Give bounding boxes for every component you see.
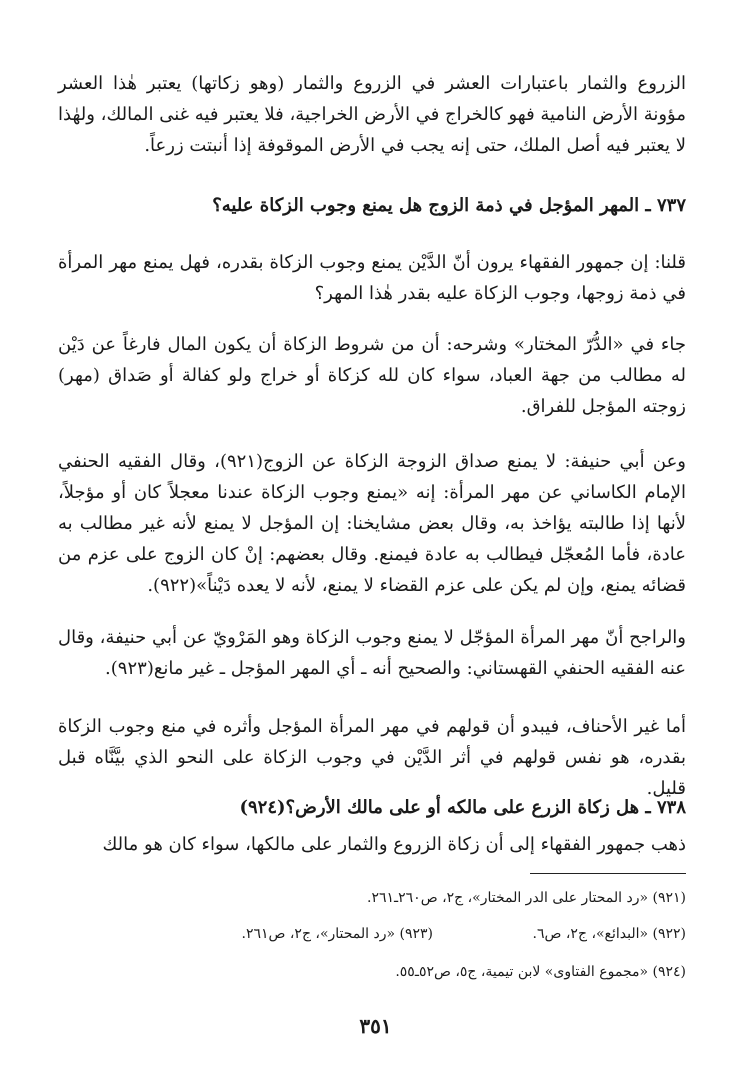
section-heading-737: ٧٣٧ ـ المهر المؤجل في ذمة الزوج هل يمنع وجوب الزكاة عليه؟ bbox=[212, 195, 686, 216]
footnote-921: (٩٢١) «رد المحتار على الدر المختار»، ج٢، ص٢٦٠ـ٢٦١. bbox=[367, 890, 686, 906]
footnote-924: (٩٢٤) «مجموع الفتاوى» لابن تيمية، ج٥، ص٥٢ـ٥٥. bbox=[395, 964, 686, 980]
paragraph-durr-mukhtar: جاء في «الدُّرّ المختار» وشرحه: أن من شروط الزكاة أن يكون المال فارغاً عن دَيْن له مطالب من جهة العباد، سواء كان لله كزكاة أو خراج ولو كفالة أو صَداق (مهر) زوجته المؤجل للفراق. bbox=[58, 334, 686, 417]
page-number: ٣٥١ bbox=[359, 1014, 392, 1038]
section-heading-738: ٧٣٨ ـ هل زكاة الزرع على مالكه أو على مالك الأرض؟(٩٢٤) bbox=[239, 797, 686, 818]
footnote-922: (٩٢٢) «البدائع»، ج٢، ص٦. bbox=[532, 926, 686, 942]
paragraph-preferred-view: والراجح أنّ مهر المرأة المؤجّل لا يمنع وجوب الزكاة وهو المَرْويّ عن أبي حنيفة، وقال عنه الفقيه الحنفي القهستاني: والصحيح أنه ـ أي المهر المؤجل ـ غير مانع(٩٢٣). bbox=[58, 627, 686, 679]
paragraph-abu-hanifa: وعن أبي حنيفة: لا يمنع صداق الزوجة الزكاة عن الزوج(٩٢١)، وقال الفقيه الحنفي الإمام الكاساني عن مهر المرأة: إنه «يمنع وجوب الزكاة عندنا معجلاً كان أو مؤجلاً، لأنها إذا طالبته يؤاخذ به، وقال بعض مشايخنا: إن المؤجل لا يمنع لأنه غير مطالب به عادة، فأما المُعجّل فيطالب به عادة فيمنع. وقال بعضهم: إنْ كان الزوج على عزم من قضائه يمنع، وإن لم يكن على عزم القضاء لا يمنع، لأنه لا يعده دَيْناً»(٩٢٢). bbox=[58, 451, 686, 596]
paragraph-zakat-crops: الزروع والثمار باعتبارات العشر في الزروع والثمار (وهو زكاتها) يعتبر هٰذا العشر مؤونة الأرض النامية فهو كالخراج في الأرض الخراجية، فلا يعتبر فيه غنى المالك، ولهٰذا لا يعتبر فيه أصل الملك، حتى إنه يجب في الأرض الموقوفة إذا أنبتت زرعاً. bbox=[58, 73, 686, 156]
footnote-923: (٩٢٣) «رد المحتار»، ج٢، ص٢٦١. bbox=[241, 926, 433, 942]
paragraph-non-hanafi: أما غير الأحناف، فيبدو أن قولهم في مهر المرأة المؤجل وأثره في منع وجوب الزكاة بقدره، هو نفس قولهم في أثر الدَّيْن في وجوب الزكاة على النحو الذي بيَّنَّاه قبل قليل. bbox=[58, 716, 686, 799]
footnote-separator bbox=[530, 873, 686, 874]
paragraph-debt-question: قلنا: إن جمهور الفقهاء يرون أنّ الدَّيْن يمنع وجوب الزكاة بقدره، فهل يمنع مهر المرأة في ذمة زوجها، وجوب الزكاة عليه بقدر هٰذا المهر؟ bbox=[58, 252, 686, 304]
paragraph-majority-view: ذهب جمهور الفقهاء إلى أن زكاة الزروع والثمار على مالكها، سواء كان هو مالك bbox=[102, 834, 686, 855]
